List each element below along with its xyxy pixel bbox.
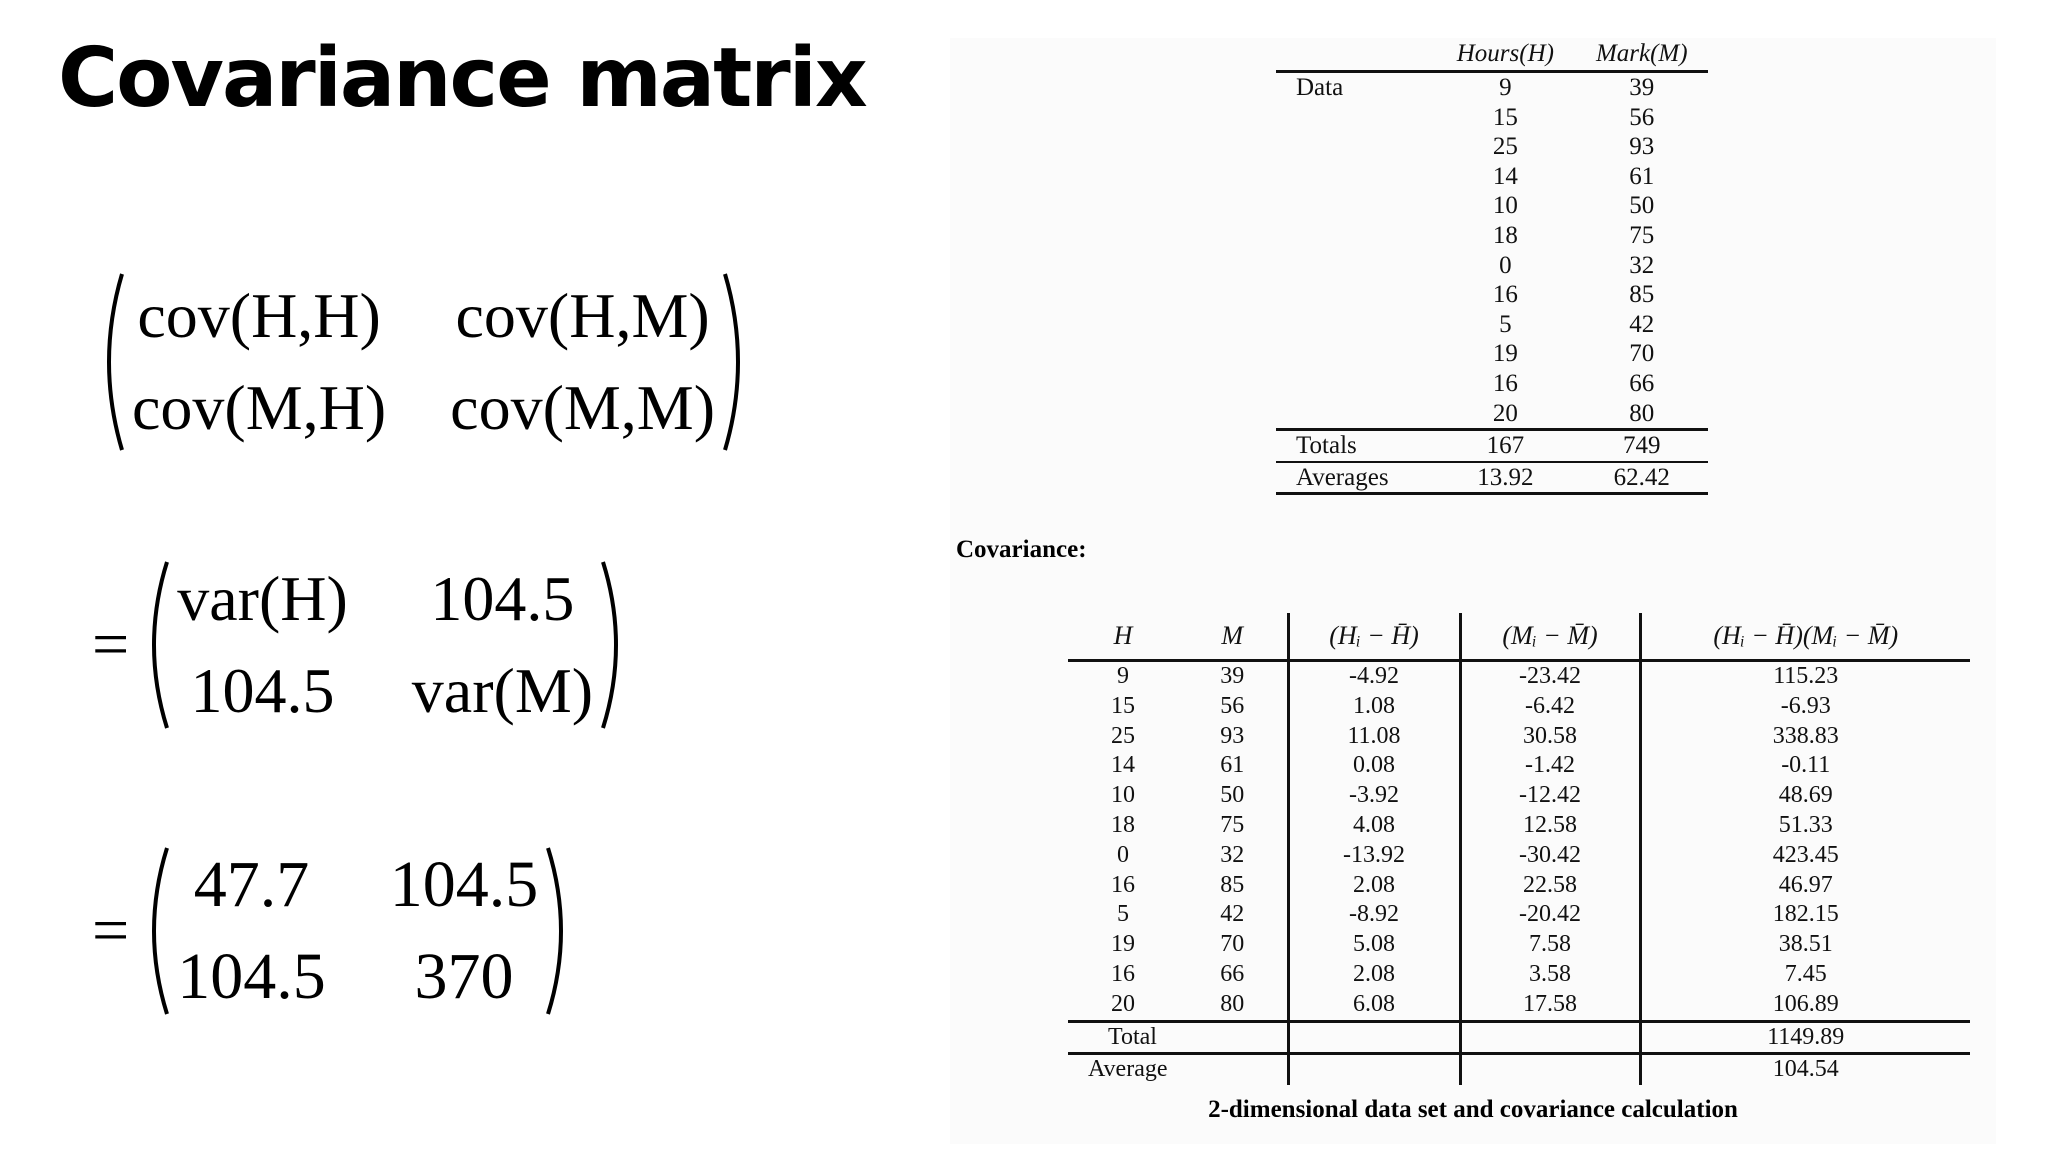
table-cell: 14	[1111, 752, 1135, 779]
table-row	[1276, 251, 1708, 281]
column-header: (Mᵢ − M̄)	[1460, 613, 1640, 661]
average-row	[1068, 1054, 1970, 1085]
table-cell: 16	[1111, 871, 1135, 898]
matrix-cell: var(M)	[411, 655, 594, 726]
covariance-variance-matrix	[92, 556, 633, 734]
row-label	[1276, 191, 1435, 221]
table-row	[1276, 221, 1708, 251]
table-row	[1068, 841, 1970, 871]
matrix-body	[171, 556, 599, 734]
table-cell: 17.58	[1460, 990, 1640, 1021]
covariance-table	[1068, 613, 1970, 1085]
table-cell: 0	[1117, 841, 1129, 868]
table-cell: 75	[1629, 221, 1655, 249]
table-cell: 61	[1629, 162, 1655, 190]
row-label: Data	[1296, 74, 1344, 101]
column-header: M	[1178, 613, 1288, 661]
table-cell: 62.42	[1576, 462, 1708, 494]
table-cell: 93	[1629, 133, 1655, 161]
column-header: (Hᵢ − H̄)(Mᵢ − M̄)	[1640, 613, 1970, 661]
table-cell: 10	[1111, 782, 1135, 809]
table-row	[1276, 191, 1708, 221]
table-cell: 18	[1492, 221, 1518, 249]
table-cell: 106.89	[1640, 990, 1970, 1021]
table-cell: 39	[1220, 663, 1245, 689]
table-cell: 423.45	[1640, 841, 1970, 871]
table-row	[1068, 781, 1970, 811]
table-row	[1276, 103, 1708, 133]
row-label	[1276, 399, 1435, 430]
table-cell: 18	[1111, 811, 1135, 838]
table-cell: 16	[1492, 281, 1518, 309]
covariance-label: Covariance:	[956, 536, 1087, 563]
table-row	[1068, 722, 1970, 752]
row-label: Totals	[1276, 430, 1435, 462]
left-paren-icon	[137, 844, 171, 1018]
table-cell: 93	[1220, 722, 1245, 749]
row-label	[1276, 339, 1435, 369]
table-cell: 2.08	[1288, 871, 1460, 901]
table-cell: 80	[1629, 399, 1655, 427]
row-label: Averages	[1276, 462, 1435, 494]
table-row	[1068, 930, 1970, 960]
table-row	[1068, 871, 1970, 901]
table-cell	[1460, 1054, 1640, 1085]
column-header: Hours(H)	[1435, 38, 1575, 72]
covariance-numeric-matrix	[92, 842, 578, 1020]
table-cell: 66	[1220, 960, 1245, 987]
row-label	[1276, 369, 1435, 399]
column-header: (Hᵢ − H̄)	[1288, 613, 1460, 661]
table-cell: 11.08	[1288, 722, 1460, 752]
row-label	[1276, 310, 1435, 340]
table-cell: 19	[1492, 340, 1518, 368]
right-paren-icon	[721, 270, 755, 454]
table-cell: 3.58	[1460, 960, 1640, 990]
table-cell: 80	[1220, 990, 1245, 1017]
table-cell: 9	[1499, 74, 1512, 101]
matrix-cell: 104.5	[389, 848, 539, 921]
page-title: Covariance matrix	[58, 31, 866, 126]
table-cell: 7.45	[1640, 960, 1970, 990]
matrix-cell: cov(H,H)	[137, 280, 381, 351]
matrix-cell: 104.5	[430, 563, 575, 634]
table-cell: 48.69	[1640, 781, 1970, 811]
table-row	[1068, 661, 1970, 692]
averages-row	[1276, 462, 1708, 494]
matrix-cell: cov(M,M)	[450, 372, 715, 443]
table-cell: 338.83	[1640, 722, 1970, 752]
matrix-cell: var(H)	[177, 563, 348, 634]
table-cell: -6.93	[1640, 692, 1970, 722]
table-row	[1068, 751, 1970, 781]
table-cell: -23.42	[1460, 661, 1640, 692]
total-row	[1068, 1021, 1970, 1054]
covariance-table-body	[1068, 661, 1970, 1022]
matrix-cell: cov(H,M)	[455, 280, 710, 351]
table-cell: 9	[1117, 663, 1129, 689]
column-header	[1276, 38, 1435, 72]
row-label	[1276, 251, 1435, 281]
table-row	[1276, 72, 1708, 103]
table-cell: 1.08	[1288, 692, 1460, 722]
table-cell: 5.08	[1288, 930, 1460, 960]
matrix-cell: 370	[414, 940, 514, 1013]
table-cell: -8.92	[1288, 900, 1460, 930]
table-cell: 50	[1629, 192, 1655, 220]
table-cell: 4.08	[1288, 811, 1460, 841]
table-cell: -3.92	[1288, 781, 1460, 811]
equals-sign: =	[92, 608, 130, 681]
covariance-symbolic-matrix	[92, 270, 755, 454]
table-cell: 12.58	[1460, 811, 1640, 841]
table-cell: 115.23	[1640, 661, 1970, 692]
totals-row	[1276, 430, 1708, 462]
table-cell: 39	[1629, 74, 1655, 101]
table-cell: 42	[1220, 901, 1245, 928]
table-cell: -30.42	[1460, 841, 1640, 871]
data-table-body	[1276, 72, 1708, 430]
table-cell: 38.51	[1640, 930, 1970, 960]
row-label: Total	[1068, 1021, 1288, 1054]
table-cell: 51.33	[1640, 811, 1970, 841]
column-header: H	[1068, 613, 1178, 661]
right-paren-icon	[544, 844, 578, 1018]
table-cell: 16	[1492, 369, 1518, 397]
matrix-cell: 47.7	[193, 848, 310, 921]
table-cell: 20	[1492, 399, 1518, 427]
table-cell: 14	[1492, 162, 1518, 190]
table-row	[1068, 900, 1970, 930]
table-cell: 25	[1111, 722, 1135, 749]
row-label: Average	[1068, 1054, 1288, 1085]
table-cell: 46.97	[1640, 871, 1970, 901]
table-cell: 5	[1117, 901, 1129, 928]
table-row	[1276, 132, 1708, 162]
table-cell: -13.92	[1288, 841, 1460, 871]
table-cell	[1288, 1054, 1460, 1085]
table-cell: 20	[1111, 990, 1135, 1017]
table-cell: 85	[1629, 281, 1655, 309]
matrix-body	[171, 842, 544, 1020]
table-cell	[1288, 1021, 1460, 1054]
table-cell: 19	[1111, 931, 1135, 958]
row-label	[1276, 132, 1435, 162]
table-cell: 25	[1492, 133, 1518, 161]
table-row	[1276, 339, 1708, 369]
table-cell: -20.42	[1460, 900, 1640, 930]
table-cell: 56	[1629, 103, 1655, 131]
table-cell: 15	[1111, 692, 1135, 719]
table-cell: 5	[1499, 310, 1512, 338]
table-row	[1068, 811, 1970, 841]
matrix-cell: 104.5	[177, 940, 326, 1013]
equals-sign: =	[92, 894, 130, 967]
table-row	[1068, 990, 1970, 1021]
left-paren-icon	[137, 558, 171, 732]
table-cell: 749	[1576, 430, 1708, 462]
table-row	[1276, 310, 1708, 340]
row-label	[1276, 280, 1435, 310]
matrix-cell: cov(M,H)	[132, 372, 387, 443]
table-cell: 61	[1220, 752, 1245, 779]
table-row	[1068, 692, 1970, 722]
table-cell: 10	[1492, 192, 1518, 220]
table-row	[1068, 960, 1970, 990]
table-cell: 70	[1629, 340, 1655, 368]
table-cell: -1.42	[1460, 751, 1640, 781]
table-cell: 70	[1220, 931, 1245, 958]
table-cell: 182.15	[1640, 900, 1970, 930]
table-cell: 66	[1629, 369, 1655, 397]
table-cell: 32	[1629, 251, 1655, 279]
table-row	[1276, 280, 1708, 310]
table-row	[1276, 162, 1708, 192]
table-cell	[1460, 1021, 1640, 1054]
row-label	[1276, 221, 1435, 251]
table-cell: -6.42	[1460, 692, 1640, 722]
row-label	[1276, 162, 1435, 192]
figure-caption: 2-dimensional data set and covariance calculation	[1208, 1096, 1738, 1123]
table-row	[1276, 399, 1708, 430]
table-row	[1276, 369, 1708, 399]
table-cell: 56	[1220, 692, 1245, 719]
table-cell: 7.58	[1460, 930, 1640, 960]
column-header: Mark(M)	[1576, 38, 1708, 72]
table-cell: 16	[1111, 960, 1135, 987]
left-paren-icon	[92, 270, 126, 454]
table-cell: -4.92	[1288, 661, 1460, 692]
table-cell: 104.54	[1640, 1054, 1970, 1085]
table-cell: 42	[1629, 310, 1655, 338]
table-cell: 167	[1435, 430, 1575, 462]
table-cell: 1149.89	[1640, 1021, 1970, 1054]
table-cell: 0.08	[1288, 751, 1460, 781]
table-cell: -12.42	[1460, 781, 1640, 811]
matrix-body	[126, 273, 721, 451]
table-cell: 50	[1220, 782, 1245, 809]
data-table	[1276, 38, 1708, 495]
table-cell: 6.08	[1288, 990, 1460, 1021]
matrix-cell: 104.5	[190, 655, 335, 726]
table-cell: 13.92	[1435, 462, 1575, 494]
table-cell: 32	[1220, 841, 1245, 868]
table-cell: 15	[1492, 103, 1518, 131]
scanned-figure	[950, 38, 1996, 1144]
table-cell: 75	[1220, 811, 1245, 838]
table-cell: 22.58	[1460, 871, 1640, 901]
table-cell: 85	[1220, 871, 1245, 898]
table-cell: 30.58	[1460, 722, 1640, 752]
row-label	[1276, 103, 1435, 133]
table-cell: 0	[1499, 251, 1512, 279]
table-cell: -0.11	[1640, 751, 1970, 781]
right-paren-icon	[599, 558, 633, 732]
table-cell: 2.08	[1288, 960, 1460, 990]
